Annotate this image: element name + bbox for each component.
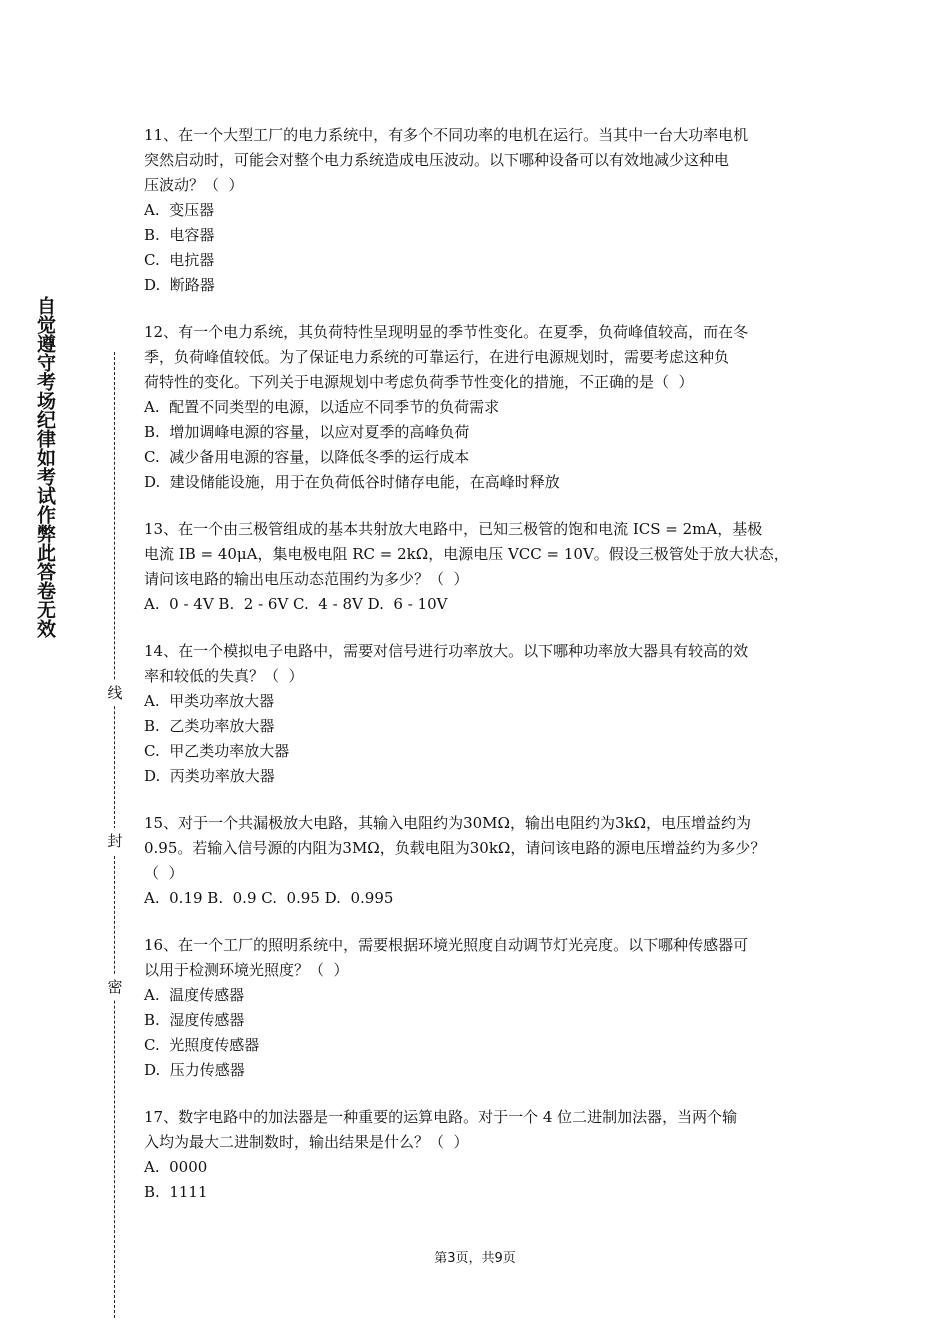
binding-label-seal: 封 [106,828,124,854]
question-stem-line: 17、数字电路中的加法器是一种重要的运算电路。对于一个 4 位二进制加法器，当两个输 [144,1108,738,1126]
question-16 [144,933,820,1083]
question-stem-line: 12、有一个电力系统，其负荷特性呈现明显的季节性变化。在夏季，负荷峰值较高，而在冬 [144,323,749,341]
question-stem-line: 14、在一个模拟电子电路中，需要对信号进行功率放大。以下哪种功率放大器具有较高的效 [144,642,749,660]
option-a: A. 温度传感器 [144,986,245,1004]
option-c: C. 减少备用电源的容量，以降低冬季的运行成本 [144,448,470,466]
question-13 [144,517,820,617]
question-stem-line: 荷特性的变化。下列关于电源规划中考虑负荷季节性变化的措施，不正确的是（ ） [144,373,694,391]
option-b: B. 湿度传感器 [144,1011,245,1029]
option-b: B. 电容器 [144,226,215,244]
option-a: A. 配置不同类型的电源，以适应不同季节的负荷需求 [144,398,500,416]
question-stem-line: 16、在一个工厂的照明系统中，需要根据环境光照度自动调节灯光亮度。以下哪种传感器可 [144,936,749,954]
question-stem-line: 请问该电路的输出电压动态范围约为多少？（ ） [144,570,469,588]
page-number: 第3页，共9页 [434,1251,516,1266]
option-a: A. 变压器 [144,201,215,219]
question-stem-line: （ ） [144,864,184,882]
question-14 [144,639,820,789]
exam-discipline-warning: 自觉遵守考场纪律如考试作弊此答卷无效 [34,296,56,638]
options-inline: A. 0.19 B. 0.9 C. 0.95 D. 0.995 [144,889,394,907]
option-d: D. 断路器 [144,276,215,294]
binding-label-secret: 密 [106,974,124,1000]
option-c: C. 甲乙类功率放大器 [144,742,290,760]
option-d: D. 丙类功率放大器 [144,767,275,785]
question-stem-line: 0.95。若输入信号源的内阻为3MΩ，负载电阻为30kΩ，请问该电路的源电压增益约为多少？ [144,839,766,857]
question-stem-line: 15、对于一个共漏极放大电路，其输入电阻约为30MΩ，输出电阻约为3kΩ，电压增益约为 [144,814,752,832]
question-11 [144,123,820,298]
option-b: B. 1111 [144,1183,208,1201]
question-list [144,123,820,1227]
question-stem-line: 率和较低的失真？（ ） [144,667,304,685]
binding-label-line: 线 [106,680,124,706]
question-17 [144,1105,820,1205]
question-stem-line: 13、在一个由三极管组成的基本共射放大电路中，已知三极管的饱和电流 ICS = 2mA，基极 [144,520,763,538]
question-stem-line: 电流 IB = 40μA，集电极电阻 RC = 2kΩ，电源电压 VCC = 10V。假设三极管处于放大状态， [144,545,789,563]
question-stem-line: 压波动？（ ） [144,176,244,194]
option-d: D. 压力传感器 [144,1061,245,1079]
option-c: C. 光照度传感器 [144,1036,260,1054]
option-a: A. 甲类功率放大器 [144,692,275,710]
option-a: A. 0000 [144,1158,208,1176]
question-stem-line: 突然启动时，可能会对整个电力系统造成电压波动。以下哪种设备可以有效地减少这种电 [144,151,730,169]
option-d: D. 建设储能设施，用于在负荷低谷时储存电能，在高峰时释放 [144,473,560,491]
question-stem-line: 入均为最大二进制数时，输出结果是什么？（ ） [144,1133,469,1151]
question-stem-line: 以用于检测环境光照度？（ ） [144,961,349,979]
question-12 [144,320,820,495]
option-b: B. 增加调峰电源的容量，以应对夏季的高峰负荷 [144,423,470,441]
options-inline: A. 0 - 4V B. 2 - 6V C. 4 - 8V D. 6 - 10V [144,595,448,613]
option-b: B. 乙类功率放大器 [144,717,275,735]
question-stem-line: 季，负荷峰值较低。为了保证电力系统的可靠运行，在进行电源规划时，需要考虑这种负 [144,348,730,366]
option-c: C. 电抗器 [144,251,215,269]
question-stem-line: 11、在一个大型工厂的电力系统中，有多个不同功率的电机在运行。当其中一台大功率电机 [144,126,749,144]
question-15 [144,811,820,911]
